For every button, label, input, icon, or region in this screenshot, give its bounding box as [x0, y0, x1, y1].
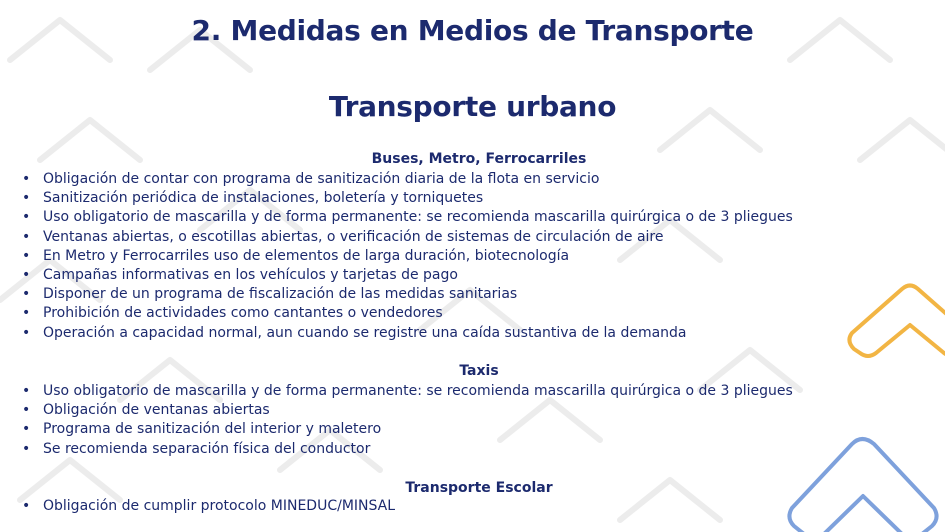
- list-item: • Disponer de un programa de fiscalización de las medidas sanitarias: [22, 285, 793, 304]
- list-item: • Obligación de contar con programa de sanitización diaria de la flota en servicio: [22, 170, 793, 189]
- list-item: • Operación a capacidad normal, aun cuando se registre una caída sustantiva de la demanda: [22, 324, 793, 343]
- section-heading-school: Transporte Escolar: [405, 480, 553, 496]
- list-item: • Uso obligatorio de mascarilla y de forma permanente: se recomienda mascarilla quirúrgica o de 3 pliegues: [22, 382, 793, 401]
- bullet-list-taxis: [22, 382, 793, 459]
- slide-title: 2. Medidas en Medios de Transporte: [191, 14, 754, 47]
- list-item: • En Metro y Ferrocarriles uso de elementos de larga duración, biotecnología: [22, 247, 793, 266]
- list-item: • Se recomienda separación física del conductor: [22, 440, 793, 459]
- list-item: • Obligación de cumplir protocolo MINEDUC/MINSAL: [22, 497, 395, 516]
- list-item: • Uso obligatorio de mascarilla y de forma permanente: se recomienda mascarilla quirúrgica o de 3 pliegues: [22, 208, 793, 227]
- section-heading-buses: Buses, Metro, Ferrocarriles: [371, 151, 587, 167]
- bullet-list-buses: [22, 170, 793, 343]
- list-item: • Prohibición de actividades como cantantes o vendedores: [22, 304, 793, 323]
- slide-subtitle: Transporte urbano: [328, 90, 617, 123]
- bullet-list-school: [22, 497, 395, 516]
- list-item: • Sanitización periódica de instalaciones, boletería y torniquetes: [22, 189, 793, 208]
- section-heading-taxis: Taxis: [459, 363, 499, 379]
- list-item: • Programa de sanitización del interior y maletero: [22, 420, 793, 439]
- list-item: • Campañas informativas en los vehículos y tarjetas de pago: [22, 266, 793, 285]
- list-item: • Ventanas abiertas, o escotillas abiertas, o verificación de sistemas de circulación de aire: [22, 228, 793, 247]
- list-item: • Obligación de ventanas abiertas: [22, 401, 793, 420]
